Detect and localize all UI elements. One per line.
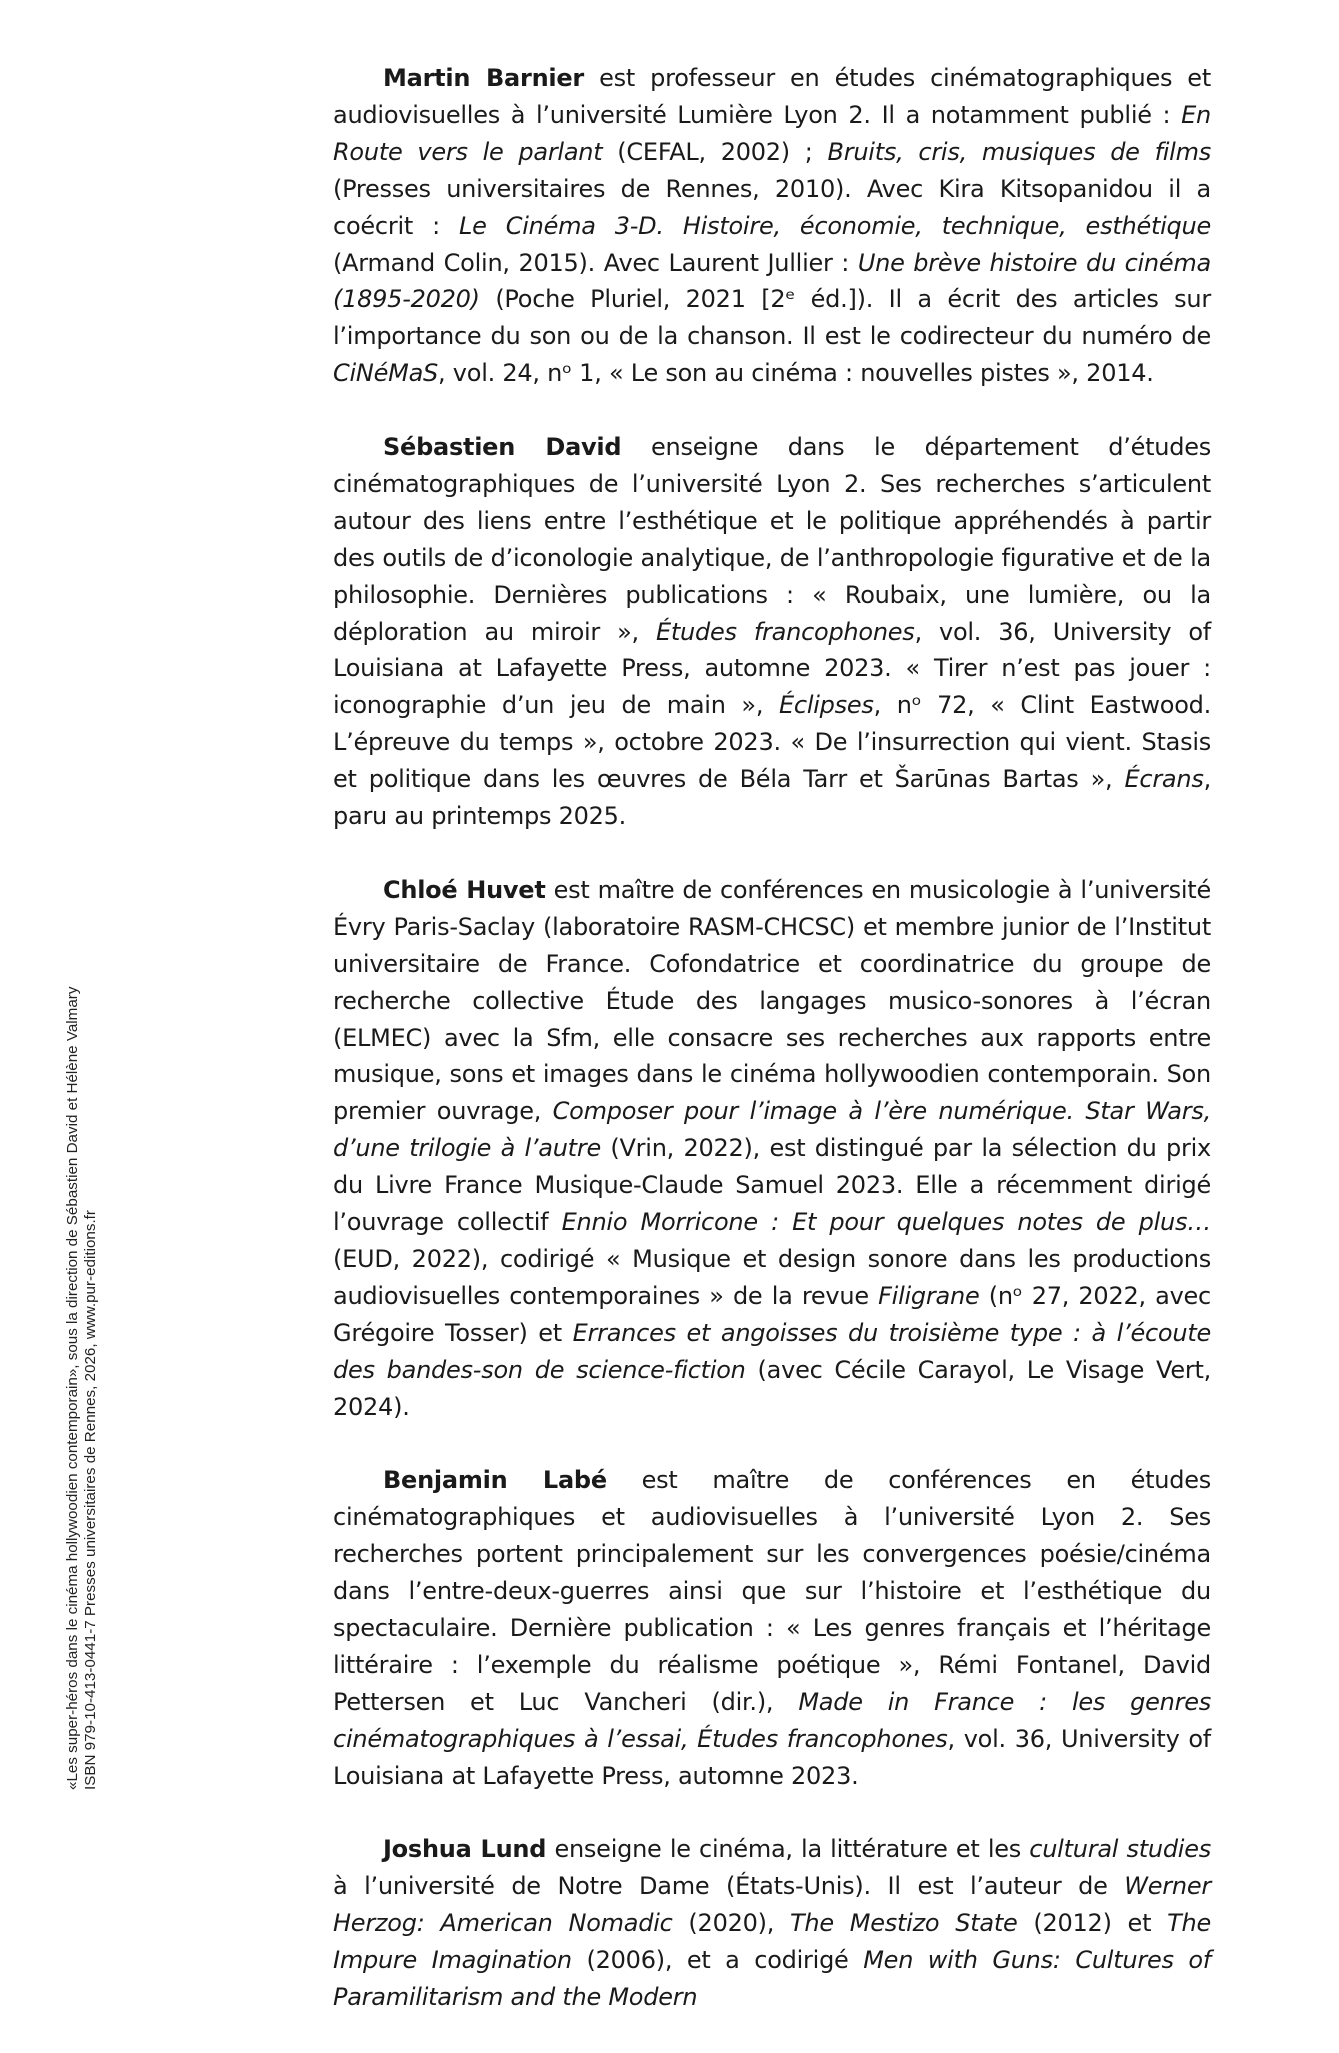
italic-title: Éclipses bbox=[778, 691, 874, 720]
author-name: Martin Barnier bbox=[383, 64, 585, 92]
italic-title: The Mestizo State bbox=[790, 1909, 1018, 1938]
bio-text: (Poche Pluriel, 2021 [2ᵉ éd.]). Il a écrit des articles sur l’importance du son ou de la chanson. Il est le codirecteur du numéro de bbox=[333, 285, 1211, 351]
bio-text: , vol. 36, University of Louisiana at Lafayette Press, automne 2023. « Tirer n’est pas jouer : iconographie d’un jeu de main », bbox=[333, 617, 1212, 720]
bio-text: est maître de conférences en musicologie à l’université Évry Paris-Saclay (laboratoire RASM-CHCSC) et membre junior de l’Institut universitaire de France. Cofondatrice et coordinatrice du groupe de recherche collective Étude des langages musico-sonores à l’écran (ELMEC) avec la Sfm, elle consacre ses recherches aux rapports entre musique, sons et images dans le cinéma hollywoodien contemporain. Son premier ouvrage, bbox=[333, 875, 1211, 1126]
italic-title: Men with Guns: Cultures of Paramilitarism and the Modern bbox=[333, 1946, 1212, 2012]
italic-title: En Route vers le parlant bbox=[333, 100, 1211, 166]
italic-title: Ennio Morricone : Et pour quelques notes de plus… bbox=[561, 1208, 1212, 1237]
bio-text: enseigne dans le département d’études cinématographiques de l’université Lyon 2. Ses recherches s’articulent autour des liens entre l’esthétique et le politique appréhendés à partir des outils de d’iconologie analytique, de l’anthropologie figurative et de la philosophie. Dernières publications : « Roubaix, une lumière, ou la déploration au miroir », bbox=[333, 433, 1211, 646]
italic-title: Made in France : les genres cinématographiques à l’essai, Études francophones bbox=[333, 1687, 1212, 1753]
bio-text: (Armand Colin, 2015). Avec Laurent Jullier : bbox=[333, 248, 858, 277]
bio-text: (2012) et bbox=[1017, 1909, 1168, 1938]
bio-text: est professeur en études cinématographiques et audiovisuelles à l’université Lumière Lyon 2. Il a notamment publié : bbox=[333, 64, 1211, 129]
italic-title: Filigrane bbox=[878, 1281, 980, 1310]
italic-title: Le Cinéma 3-D. Histoire, économie, technique, esthétique bbox=[459, 211, 1211, 240]
italic-title: Une brève histoire du cinéma (1895-2020) bbox=[333, 248, 1211, 314]
bio-text: , paru au printemps 2025. bbox=[333, 765, 1211, 831]
bio-text: , nᵒ 72, « Clint Eastwood. L’épreuve du temps », octobre 2023. « De l’insurrection qui vient. Stasis et politique dans les œuvres de Béla Tarr et Šarūnas Bartas », bbox=[333, 691, 1212, 794]
bio-paragraph bbox=[333, 1462, 1211, 1794]
author-name: Benjamin Labé bbox=[383, 1466, 607, 1495]
italic-title: CiNéMaS bbox=[333, 359, 439, 388]
bio-text: (avec Cécile Carayol, Le Visage Vert, 2024). bbox=[333, 1355, 1212, 1421]
italic-title: cultural studies bbox=[1029, 1835, 1211, 1864]
italic-title: The Impure Imagination bbox=[333, 1909, 1211, 1975]
side-credit bbox=[64, 860, 100, 1790]
bio-paragraph bbox=[333, 60, 1211, 392]
bio-text: est maître de conférences en études cinématographiques et audiovisuelles à l’université Lyon 2. Ses recherches portent principalement sur les convergences poésie/cinéma dans l’entre-deux-guerres ainsi que sur l’histoire et l’esthétique du spectaculaire. Dernière publication : « Les genres français et l’héritage littéraire : l’exemple du réalisme poétique », Rémi Fontanel, David Pettersen et Luc Vancheri (dir.), bbox=[333, 1466, 1211, 1716]
bio-text: , vol. 24, nᵒ 1, « Le son au cinéma : nouvelles pistes », 2014. bbox=[438, 359, 1154, 388]
bio-text: à l’université de Notre Dame (États-Unis). Il est l’auteur de bbox=[333, 1872, 1125, 1901]
italic-title: Errances et angoisses du troisième type : à l’écoute des bandes-son de science-fiction bbox=[333, 1318, 1211, 1384]
bio-text: (nᵒ 27, 2022, avec Grégoire Tosser) et bbox=[333, 1281, 1211, 1347]
author-name: Sébastien David bbox=[383, 433, 622, 462]
bio-text: (Presses universitaires de Rennes, 2010). Avec Kira Kitsopanidou il a coécrit : bbox=[333, 174, 1211, 240]
bio-text: (Vrin, 2022), est distingué par la sélection du prix du Livre France Musique-Claude Samuel 2023. Elle a récemment dirigé l’ouvrage collectif bbox=[333, 1134, 1211, 1237]
italic-title: Composer pour l’image à l’ère numérique. Star Wars, d’une trilogie à l’autre bbox=[333, 1097, 1211, 1163]
bio-paragraph bbox=[333, 1831, 1211, 2016]
author-name: Chloé Huvet bbox=[383, 875, 546, 904]
bio-text: enseigne le cinéma, la littérature et les bbox=[546, 1835, 1030, 1864]
side-credit-line-1: «Les super-héros dans le cinéma hollywoodien contemporain», sous la direction de Sébastien David et Hélène Valmary bbox=[64, 986, 81, 1790]
italic-title: Werner Herzog: American Nomadic bbox=[333, 1872, 1211, 1938]
bio-text: , vol. 36, University of Louisiana at Lafayette Press, automne 2023. bbox=[333, 1724, 1211, 1790]
bio-text: (CEFAL, 2002) ; bbox=[602, 137, 828, 166]
bio-text: (2020), bbox=[672, 1909, 790, 1938]
author-name: Joshua Lund bbox=[383, 1835, 547, 1864]
bio-text: (EUD, 2022), codirigé « Musique et design sonore dans les productions audiovisuelles contemporaines » de la revue bbox=[333, 1244, 1211, 1310]
italic-title: Écrans bbox=[1124, 765, 1204, 794]
italic-title: Bruits, cris, musiques de films bbox=[827, 137, 1211, 166]
bio-text: (2006), et a codirigé bbox=[571, 1946, 864, 1975]
bio-paragraph bbox=[333, 429, 1211, 835]
page-content bbox=[333, 60, 1211, 2053]
side-credit-line-2: ISBN 979-10-413-0441-7 Presses universitaires de Rennes, 2026, www.pur-editions.fr bbox=[82, 1210, 99, 1790]
bio-paragraph bbox=[333, 872, 1211, 1426]
italic-title: Études francophones bbox=[655, 617, 915, 646]
